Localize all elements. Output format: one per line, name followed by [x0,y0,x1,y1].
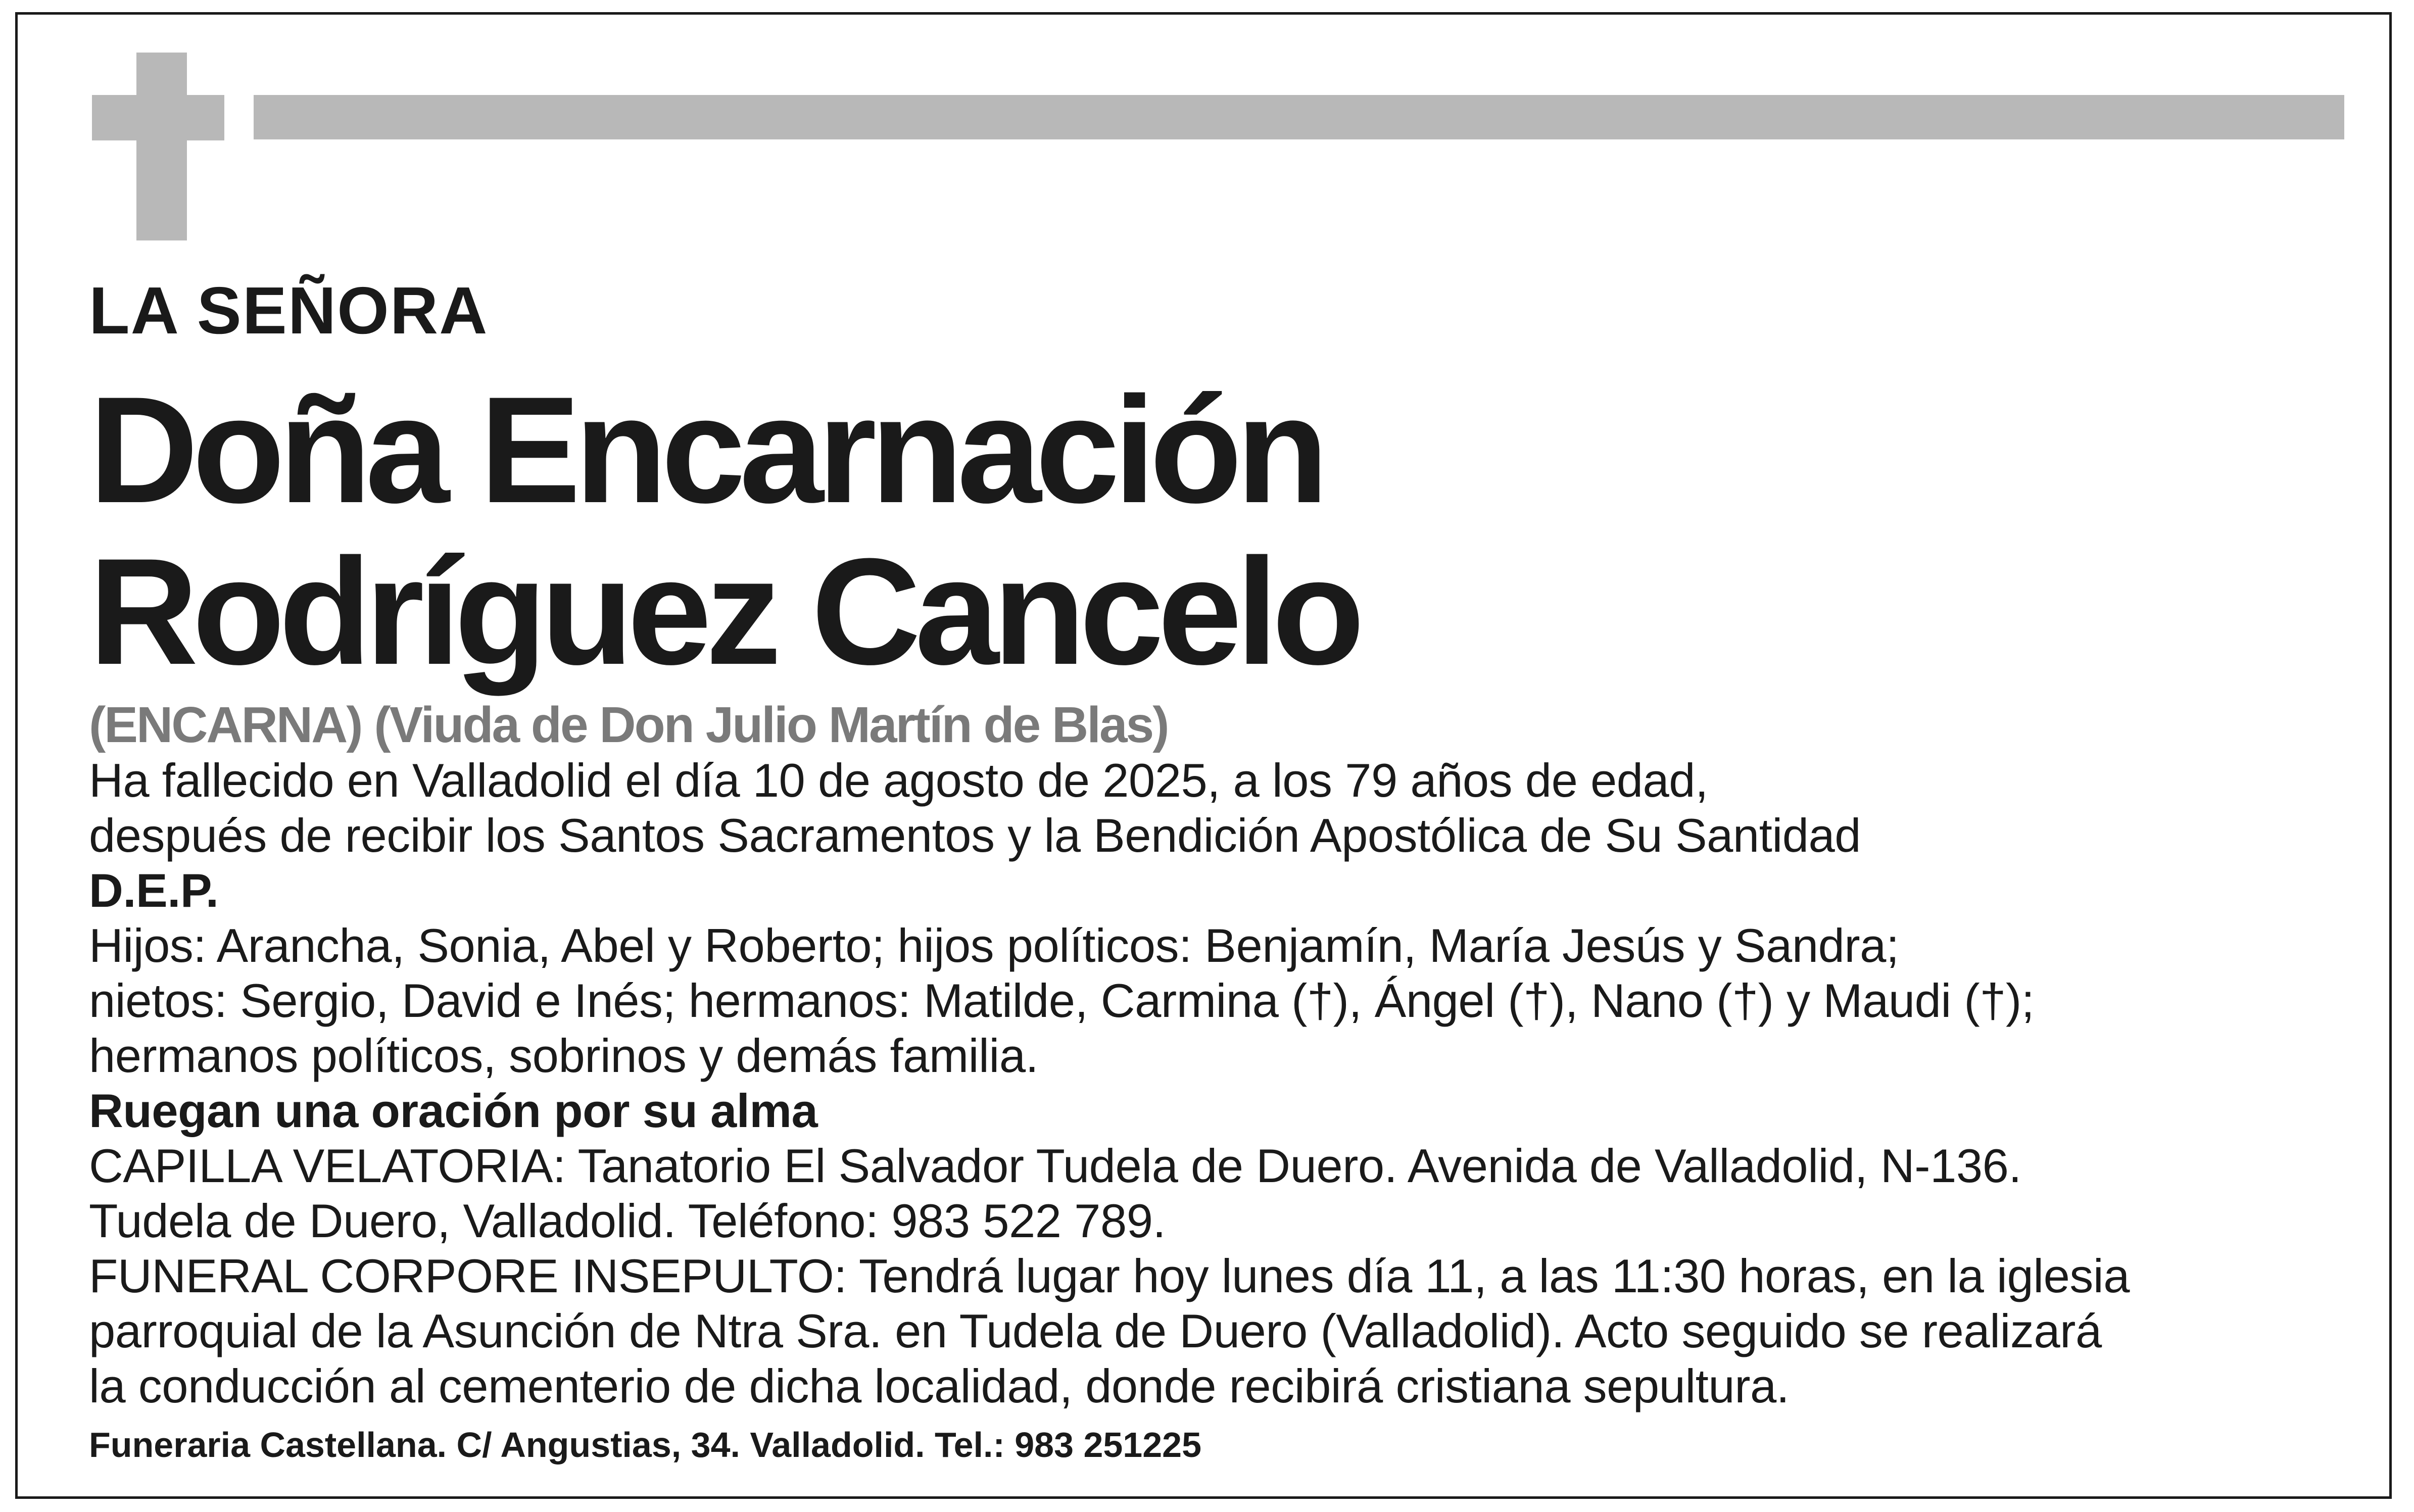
cross-icon-vertical [136,53,187,240]
family-text-line1: Hijos: Arancha, Sonia, Abel y Roberto; hijos políticos: Benjamín, María Jesús y Sandra; [89,919,1899,972]
family-text-line2: nietos: Sergio, David e Inés; hermanos: Matilde, Carmina (†), Ángel (†), Nano (†) y Maudi (†); [89,974,2035,1027]
family-text-line3: hermanos políticos, sobrinos y demás familia. [89,1029,1039,1082]
funeral-home-footer: Funeraria Castellana. C/ Angustias, 34. Valladolid. Tel.: 983 251225 [89,1425,1202,1465]
chapel-text-line1: CAPILLA VELATORIA: Tanatorio El Salvador Tudela de Duero. Avenida de Valladolid, N-136. [89,1139,2022,1192]
funeral-text-line1: FUNERAL CORPORE INSEPULTO: Tendrá lugar hoy lunes día 11, a las 11:30 horas, en la iglesia [89,1249,2130,1302]
deceased-name-line1: Doña Encarnación [89,365,1323,534]
death-text-line2: después de recibir los Santos Sacramentos y la Bendición Apostólica de Su Santidad [89,809,1861,862]
chapel-text-line2: Tudela de Duero, Valladolid. Teléfono: 983 522 789. [89,1194,1166,1247]
deceased-subtitle: (ENCARNA) (Viuda de Don Julio Martín de Blas) [89,697,1168,753]
death-text-line1: Ha fallecido en Valladolid el día 10 de agosto de 2025, a los 79 años de edad, [89,754,1708,807]
notice-content [89,263,2352,1470]
rip-label: D.E.P. [89,864,219,917]
cross-icon-horizontal [92,95,224,140]
header-rule-bar [254,95,2344,139]
funeral-text-line3: la conducción al cementerio de dicha localidad, donde recibirá cristiana sepultura. [89,1359,1790,1412]
funeral-text-line2: parroquial de la Asunción de Ntra Sra. en Tudela de Duero (Valladolid). Acto seguido se realizará [89,1304,2102,1357]
deceased-name-line2: Rodríguez Cancelo [89,526,1359,696]
prayer-request: Ruegan una oración por su alma [89,1084,818,1137]
notice-heading: LA SEÑORA [89,273,489,348]
